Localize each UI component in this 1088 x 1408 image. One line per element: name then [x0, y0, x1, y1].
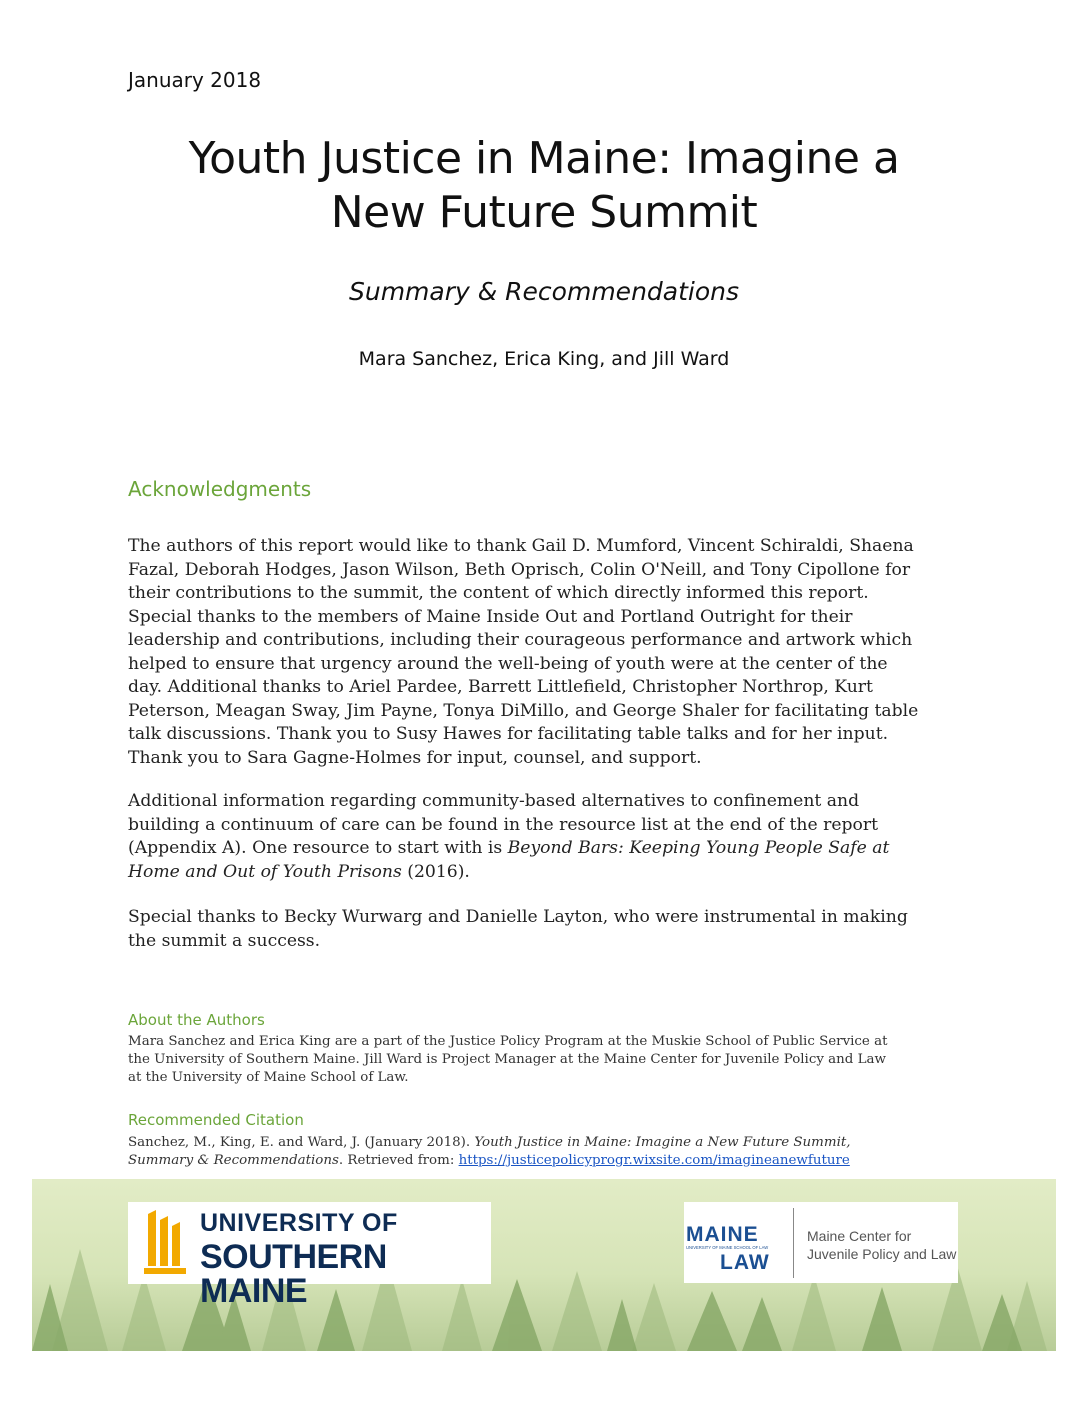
- title-line: Youth Justice in Maine: Imagine a: [188, 133, 900, 184]
- text-line: [128, 1152, 963, 1170]
- cited-title: Summary & Recommendations: [128, 1153, 339, 1168]
- usm-wordmark-line: UNIVERSITY OF: [200, 1209, 398, 1237]
- usm-wordmark: [200, 1211, 491, 1308]
- acknowledgments-paragraph-3: [128, 906, 958, 953]
- text-line: Fazal, Deborah Hodges, Jason Wilson, Beth Oprisch, Colin O'Neill, and Tony Cipollone for: [128, 559, 911, 580]
- text-line: the University of Southern Maine. Jill Ward is Project Manager at the Maine Center for Juvenile Policy and Law: [128, 1052, 886, 1067]
- acknowledgments-paragraph-1: [128, 535, 958, 770]
- text-line: [128, 1134, 963, 1152]
- text-line: Thank you to Sara Gagne-Holmes for input, counsel, and support.: [128, 747, 702, 768]
- logo-divider: [793, 1208, 794, 1278]
- maine-law-logo: [684, 1202, 958, 1283]
- report-date: January 2018: [128, 68, 262, 92]
- text-line: Special thanks to the members of Maine Inside Out and Portland Outright for their: [128, 606, 853, 627]
- center-name-line: Juvenile Policy and Law: [807, 1246, 957, 1262]
- text-line: [128, 861, 958, 885]
- text-line: day. Additional thanks to Ariel Pardee, Barrett Littlefield, Christopher Northrop, Kurt: [128, 677, 873, 697]
- report-subtitle: Summary & Recommendations: [348, 277, 740, 306]
- text-run: Sanchez, M., King, E. and Ward, J. (January 2018).: [128, 1135, 475, 1150]
- text-line: Peterson, Meagan Sway, Jim Payne, Tonya DiMillo, and George Shaler for facilitating table: [128, 700, 919, 721]
- text-line: The authors of this report would like to thank Gail D. Mumford, Vincent Schiraldi, Shaena: [128, 536, 914, 556]
- text-line: building a continuum of care can be found in the resource list at the end of the report: [128, 814, 878, 835]
- report-authors: Mara Sanchez, Erica King, and Jill Ward: [358, 348, 730, 370]
- maine-law-school-line: UNIVERSITY OF MAINE SCHOOL OF LAW: [686, 1245, 769, 1250]
- text-run: . Retrieved from:: [338, 1153, 459, 1168]
- text-line: Special thanks to Becky Wurwarg and Danielle Layton, who were instrumental in making: [128, 907, 908, 927]
- acknowledgments-heading: Acknowledgments: [128, 477, 312, 501]
- text-line: talk discussions. Thank you to Susy Hawes for facilitating table talks and for her input.: [128, 724, 889, 744]
- maine-center-name: [807, 1227, 956, 1263]
- text-line: Mara Sanchez and Erica King are a part of the Justice Policy Program at the Muskie School of Public Service at: [128, 1034, 888, 1049]
- acknowledgments-paragraph-2: [128, 790, 958, 884]
- usm-wordmark-line: SOUTHERN MAINE: [200, 1238, 387, 1310]
- text-run: (Appendix A). One resource to start with is: [128, 838, 508, 858]
- text-line: helped to ensure that urgency around the well-being of youth were at the center of the: [128, 653, 888, 674]
- text-line: Additional information regarding community-based alternatives to confinement and: [128, 791, 860, 811]
- text-run: (2016).: [401, 861, 470, 882]
- text-line: at the University of Maine School of Law.: [128, 1070, 409, 1085]
- citation-heading: Recommended Citation: [128, 1111, 304, 1129]
- resource-title: Home and Out of Youth Prisons: [128, 861, 402, 882]
- about-authors-text: [128, 1033, 963, 1087]
- cited-title: Youth Justice in Maine: Imagine a New Future Summit,: [474, 1135, 851, 1150]
- text-line: their contributions to the summit, the content of which directly informed this report.: [128, 583, 869, 603]
- about-authors-heading: About the Authors: [128, 1011, 265, 1029]
- center-name-line: Maine Center for: [807, 1228, 912, 1244]
- report-title: [100, 132, 988, 240]
- text-line: [128, 837, 958, 861]
- text-line: the summit a success.: [128, 930, 321, 951]
- maine-law-wordmark-top: MAINE: [686, 1223, 759, 1246]
- footer-banner: [32, 1179, 1056, 1351]
- resource-title: Beyond Bars: Keeping Young People Safe at: [507, 838, 890, 858]
- usm-emblem-icon: [142, 1208, 192, 1278]
- citation-text: [128, 1134, 963, 1170]
- maine-law-wordmark-bottom: LAW: [720, 1251, 770, 1274]
- text-line: leadership and contributions, including their courageous performance and artwork which: [128, 630, 913, 650]
- usm-logo: [128, 1202, 491, 1310]
- title-line: New Future Summit: [330, 187, 758, 238]
- citation-link[interactable]: https://justicepolicyprogr.wixsite.com/imagineanewfuture: [458, 1153, 850, 1168]
